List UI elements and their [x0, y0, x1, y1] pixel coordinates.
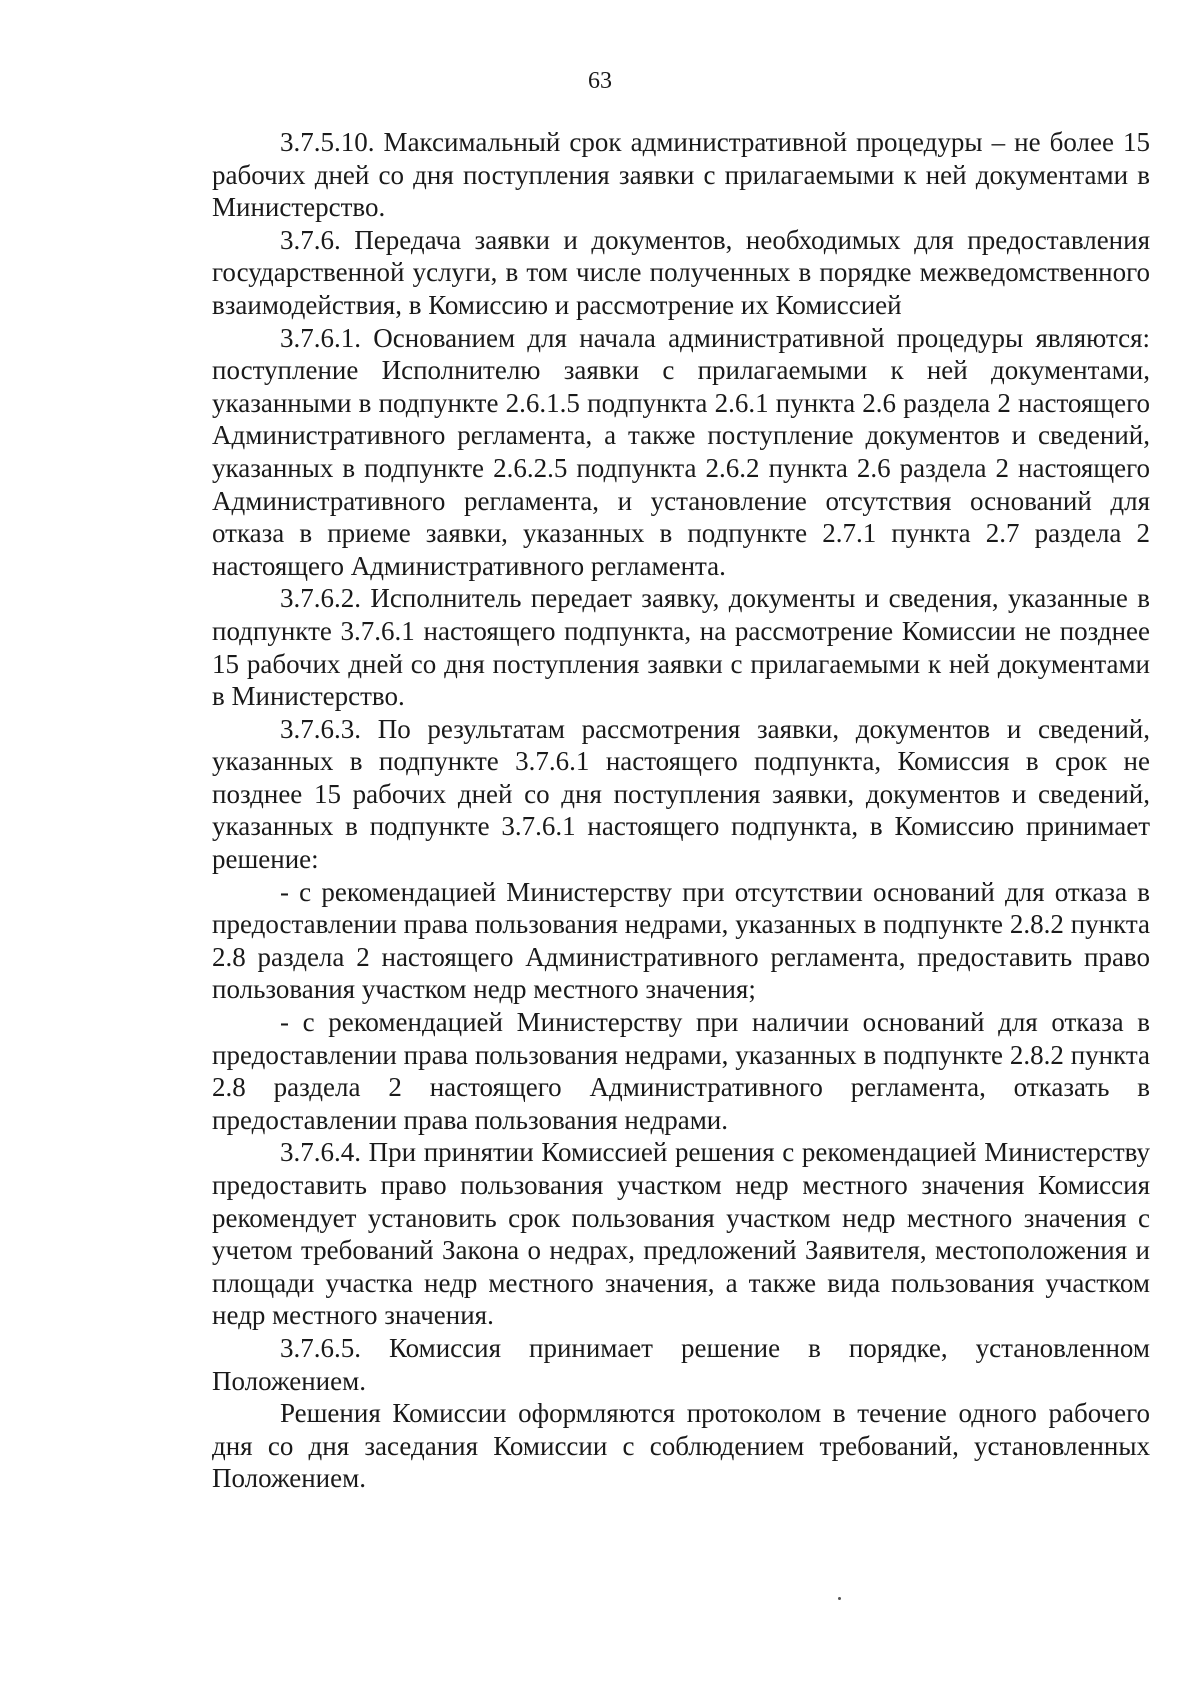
list-item-recommend-grant: - с рекомендацией Министерству при отсутствии оснований для отказа в предоставлении права пользования недрами, указанных в подпункте 2.8.2 пункта 2.8 раздела 2 настоящего Административного регламента, предоставить право пользования участком недр местного значения;: [212, 876, 1150, 1005]
paragraph-3-7-5-10: 3.7.5.10. Максимальный срок административной процедуры – не более 15 рабочих дней со дня поступления заявки с прилагаемыми к ней документами в Министерство.: [212, 127, 1150, 223]
document-body: [212, 126, 1150, 1495]
paragraph-commission-protocol: Решения Комиссии оформляются протоколом в течение одного рабочего дня со дня заседания Комиссии с соблюдением требований, установленных Положением.: [212, 1398, 1150, 1494]
paragraph-3-7-6-2: 3.7.6.2. Исполнитель передает заявку, документы и сведения, указанные в подпункте 3.7.6.1 настоящего подпункта, на рассмотрение Комиссии не позднее 15 рабочих дней со дня поступления заявки с прилагаемыми к ней документами в Министерство.: [212, 583, 1150, 712]
paragraph-3-7-6-1: 3.7.6.1. Основанием для начала административной процедуры являются: поступление Исполнителю заявки с прилагаемыми к ней документами, указанными в подпункте 2.6.1.5 подпункта 2.6.1 пункта 2.6 раздела 2 настоящего Административного регламента, а также поступление документов и сведений, указанных в подпункте 2.6.2.5 подпункта 2.6.2 пункта 2.6 раздела 2 настоящего Административного регламента, и установление отсутствия оснований для отказа в приеме заявки, указанных в подпункте 2.7.1 пункта 2.7 раздела 2 настоящего Административного регламента.: [212, 322, 1150, 581]
scan-speck: [838, 1597, 841, 1600]
paragraph-3-7-6-3: 3.7.6.3. По результатам рассмотрения заявки, документов и сведений, указанных в подпункте 3.7.6.1 настоящего подпункта, Комиссия в срок не позднее 15 рабочих дней со дня поступления заявки, документов и сведений, указанных в подпункте 3.7.6.1 настоящего подпункта, в Комиссию принимает решение:: [212, 713, 1150, 875]
paragraph-3-7-6-heading: 3.7.6. Передача заявки и документов, необходимых для предоставления государственной услуги, в том числе полученных в порядке межведомственного взаимодействия, в Комиссию и рассмотрение их Комиссией: [212, 224, 1150, 320]
paragraph-3-7-6-5: 3.7.6.5. Комиссия принимает решение в порядке, установленном Положением.: [212, 1332, 1150, 1396]
list-item-recommend-refuse: - с рекомендацией Министерству при наличии оснований для отказа в предоставлении права пользования недрами, указанных в подпункте 2.8.2 пункта 2.8 раздела 2 настоящего Административного регламента, отказать в предоставлении права пользования недрами.: [212, 1007, 1150, 1135]
page-number: 63: [588, 68, 612, 94]
paragraph-3-7-6-4: 3.7.6.4. При принятии Комиссией решения с рекомендацией Министерству предоставить право пользования участком недр местного значения Комиссия рекомендует установить срок пользования участком недр местного значения с учетом требований Закона о недрах, предложений Заявителя, местоположения и площади участка недр местного значения, а также вида пользования участком недр местного значения.: [212, 1137, 1150, 1331]
